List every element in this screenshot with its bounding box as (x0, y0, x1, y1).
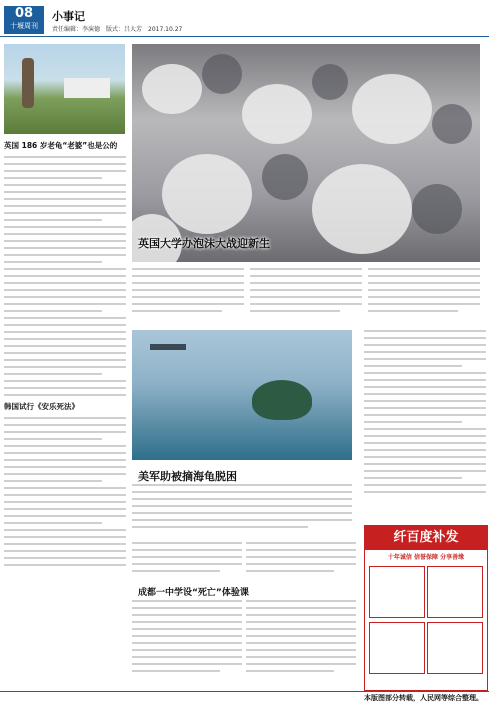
section-title: 小事记 (52, 10, 85, 23)
article-title-turtle: 美军助被摘海龟脱困 (138, 470, 237, 483)
lower-text-col-2 (246, 542, 356, 582)
ad-box-2 (427, 566, 483, 618)
death-class-text-1 (132, 600, 242, 688)
foam-text-col-2 (250, 268, 362, 322)
turtle-text (132, 484, 352, 538)
ad-subtitle: 十年诚信 信誉保障 分享善缘 (387, 554, 465, 561)
foam-party-photo (132, 44, 480, 262)
lower-text-col-1 (132, 542, 242, 582)
page-name: 十堰周刊 (10, 22, 38, 30)
article-title-death-class: 成都一中学设“死亡”体验课 (138, 588, 249, 598)
building-shape (64, 78, 110, 98)
person-figure (22, 58, 34, 108)
foam-text-col-1 (132, 268, 244, 322)
ad-box-4 (427, 622, 483, 674)
sea-turtle-photo (132, 330, 352, 460)
page-number-box (4, 6, 44, 34)
credits-line: 责任编辑：李演德 版式：吕大芳 2017.10.27 (52, 26, 183, 33)
advertisement (364, 525, 488, 691)
footer-note: 本版图部分转载，人民网等综合整理。 (364, 694, 483, 702)
article-title-euthanasia: 韩国试行《安乐死法》 (4, 402, 79, 411)
left-column-text (4, 140, 126, 690)
article-title-foam: 英国大学办泡沫大战迎新生 (138, 237, 270, 250)
ad-box-1 (369, 566, 425, 618)
page-number: 08 (14, 6, 34, 21)
turtle-shape (252, 380, 312, 420)
ad-title: 纤百度补发 (365, 526, 487, 550)
tortoise-photo (4, 44, 125, 134)
ad-box-3 (369, 622, 425, 674)
right-column-text (364, 330, 486, 520)
page-footer (0, 691, 489, 704)
ship-shape (150, 344, 186, 350)
foam-text-col-3 (368, 268, 480, 322)
death-class-text-2 (246, 600, 356, 688)
page-header (0, 0, 489, 37)
article-title-tortoise: 英国 186 岁老龟“老婆”也是公的 (4, 141, 118, 150)
